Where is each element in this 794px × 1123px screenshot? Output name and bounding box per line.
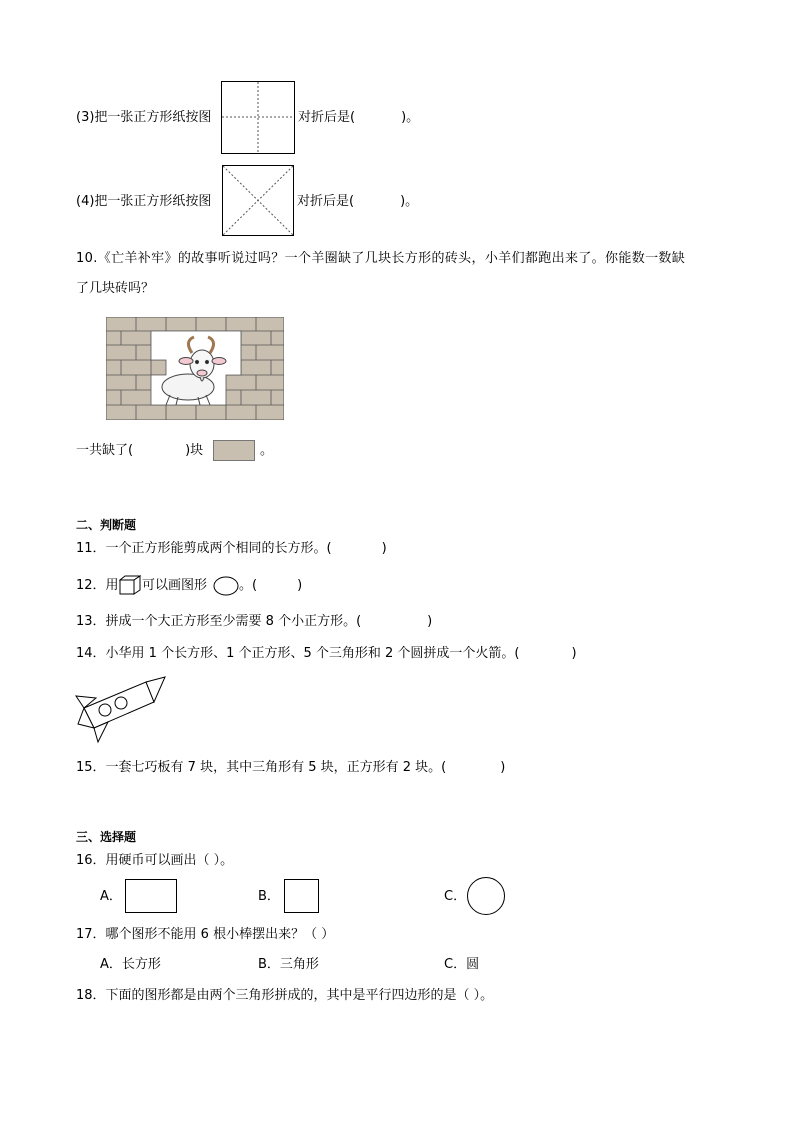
q12-text-b: 可以画图形 [142,578,208,593]
circle-shape-icon [213,576,239,596]
q9-item3-close: )。 [401,110,420,125]
q14-close: ) [571,646,577,661]
q12-text-a: 12．用 [76,578,119,593]
q10-text-line1: 10.《亡羊补牢》的故事听说过吗？一个羊圈缺了几块长方形的砖头，小羊们都跑出来了。你能数一数缺 [76,251,686,266]
q10-text-line2: 了几块砖吗？ [76,281,155,296]
q14-line [76,646,577,662]
q9-item4-text-after [297,194,418,210]
fold-square-cross-figure [221,81,295,154]
q13-close: ) [427,614,433,629]
q16-option-a-rectangle[interactable] [125,879,177,913]
q16-option-c-label[interactable]: C． [444,889,467,904]
fold-square-diagonal-figure [222,165,294,236]
brick-wall-goat-figure [106,317,284,420]
q17-option-b[interactable]: B．三角形 [258,957,319,972]
q14-text: 14．小华用 1 个长方形、1 个正方形、5 个三角形和 2 个圆拼成一个火箭。( [76,646,520,661]
section3-title: 三、选择题 [76,830,137,844]
q13-text: 13．拼成一个大正方形至少需要 8 个小正方形。( [76,614,362,629]
brick-swatch [213,440,255,461]
q9-item4-close: )。 [400,194,419,209]
q9-item4-text-before: (4)把一张正方形纸按图 [76,194,212,209]
q16-option-a-label[interactable]: A． [100,889,122,904]
q9-item3-text-after [298,110,419,126]
cube-icon [119,575,141,595]
q9-item3-after-label: 对折后是( [298,110,356,125]
q16-option-c-circle[interactable] [467,877,505,915]
q15-close: ) [500,760,506,775]
q17-option-c[interactable]: C．圆 [444,957,480,972]
q16-option-b-label[interactable]: B． [258,889,280,904]
q15-line [76,760,505,776]
q15-text: 15．一套七巧板有 7 块，其中三角形有 5 块，正方形有 2 块。( [76,760,447,775]
q11-close: ) [381,541,387,556]
q13-line [76,614,432,630]
q10-answer-end: 。 [260,443,274,458]
q17-option-a[interactable]: A．长方形 [100,957,161,972]
q12-close: ) [297,578,303,593]
q16-option-b-square[interactable] [284,879,319,913]
q12-text-c: 。( [239,578,258,593]
q10-answer-before: 一共缺了( [76,443,134,458]
q11-text: 11．一个正方形能剪成两个相同的长方形。( [76,541,332,556]
q11-line [76,541,387,557]
q10-answer-line [76,443,203,459]
q9-item4-after-label: 对折后是( [297,194,355,209]
q17-text: 17．哪个图形不能用 6 根小棒摆出来？（ ） [76,927,335,942]
section2-title: 二、判断题 [76,518,137,532]
rocket-figure [74,676,168,744]
q18-text: 18．下面的图形都是由两个三角形拼成的，其中是平行四边形的是（ ）。 [76,988,494,1003]
q16-text: 16．用硬币可以画出（ ）。 [76,853,234,868]
q10-answer-mid: )块 [185,443,204,458]
q9-item3-text-before: (3)把一张正方形纸按图 [76,110,212,125]
q12-answer-line [239,578,302,594]
